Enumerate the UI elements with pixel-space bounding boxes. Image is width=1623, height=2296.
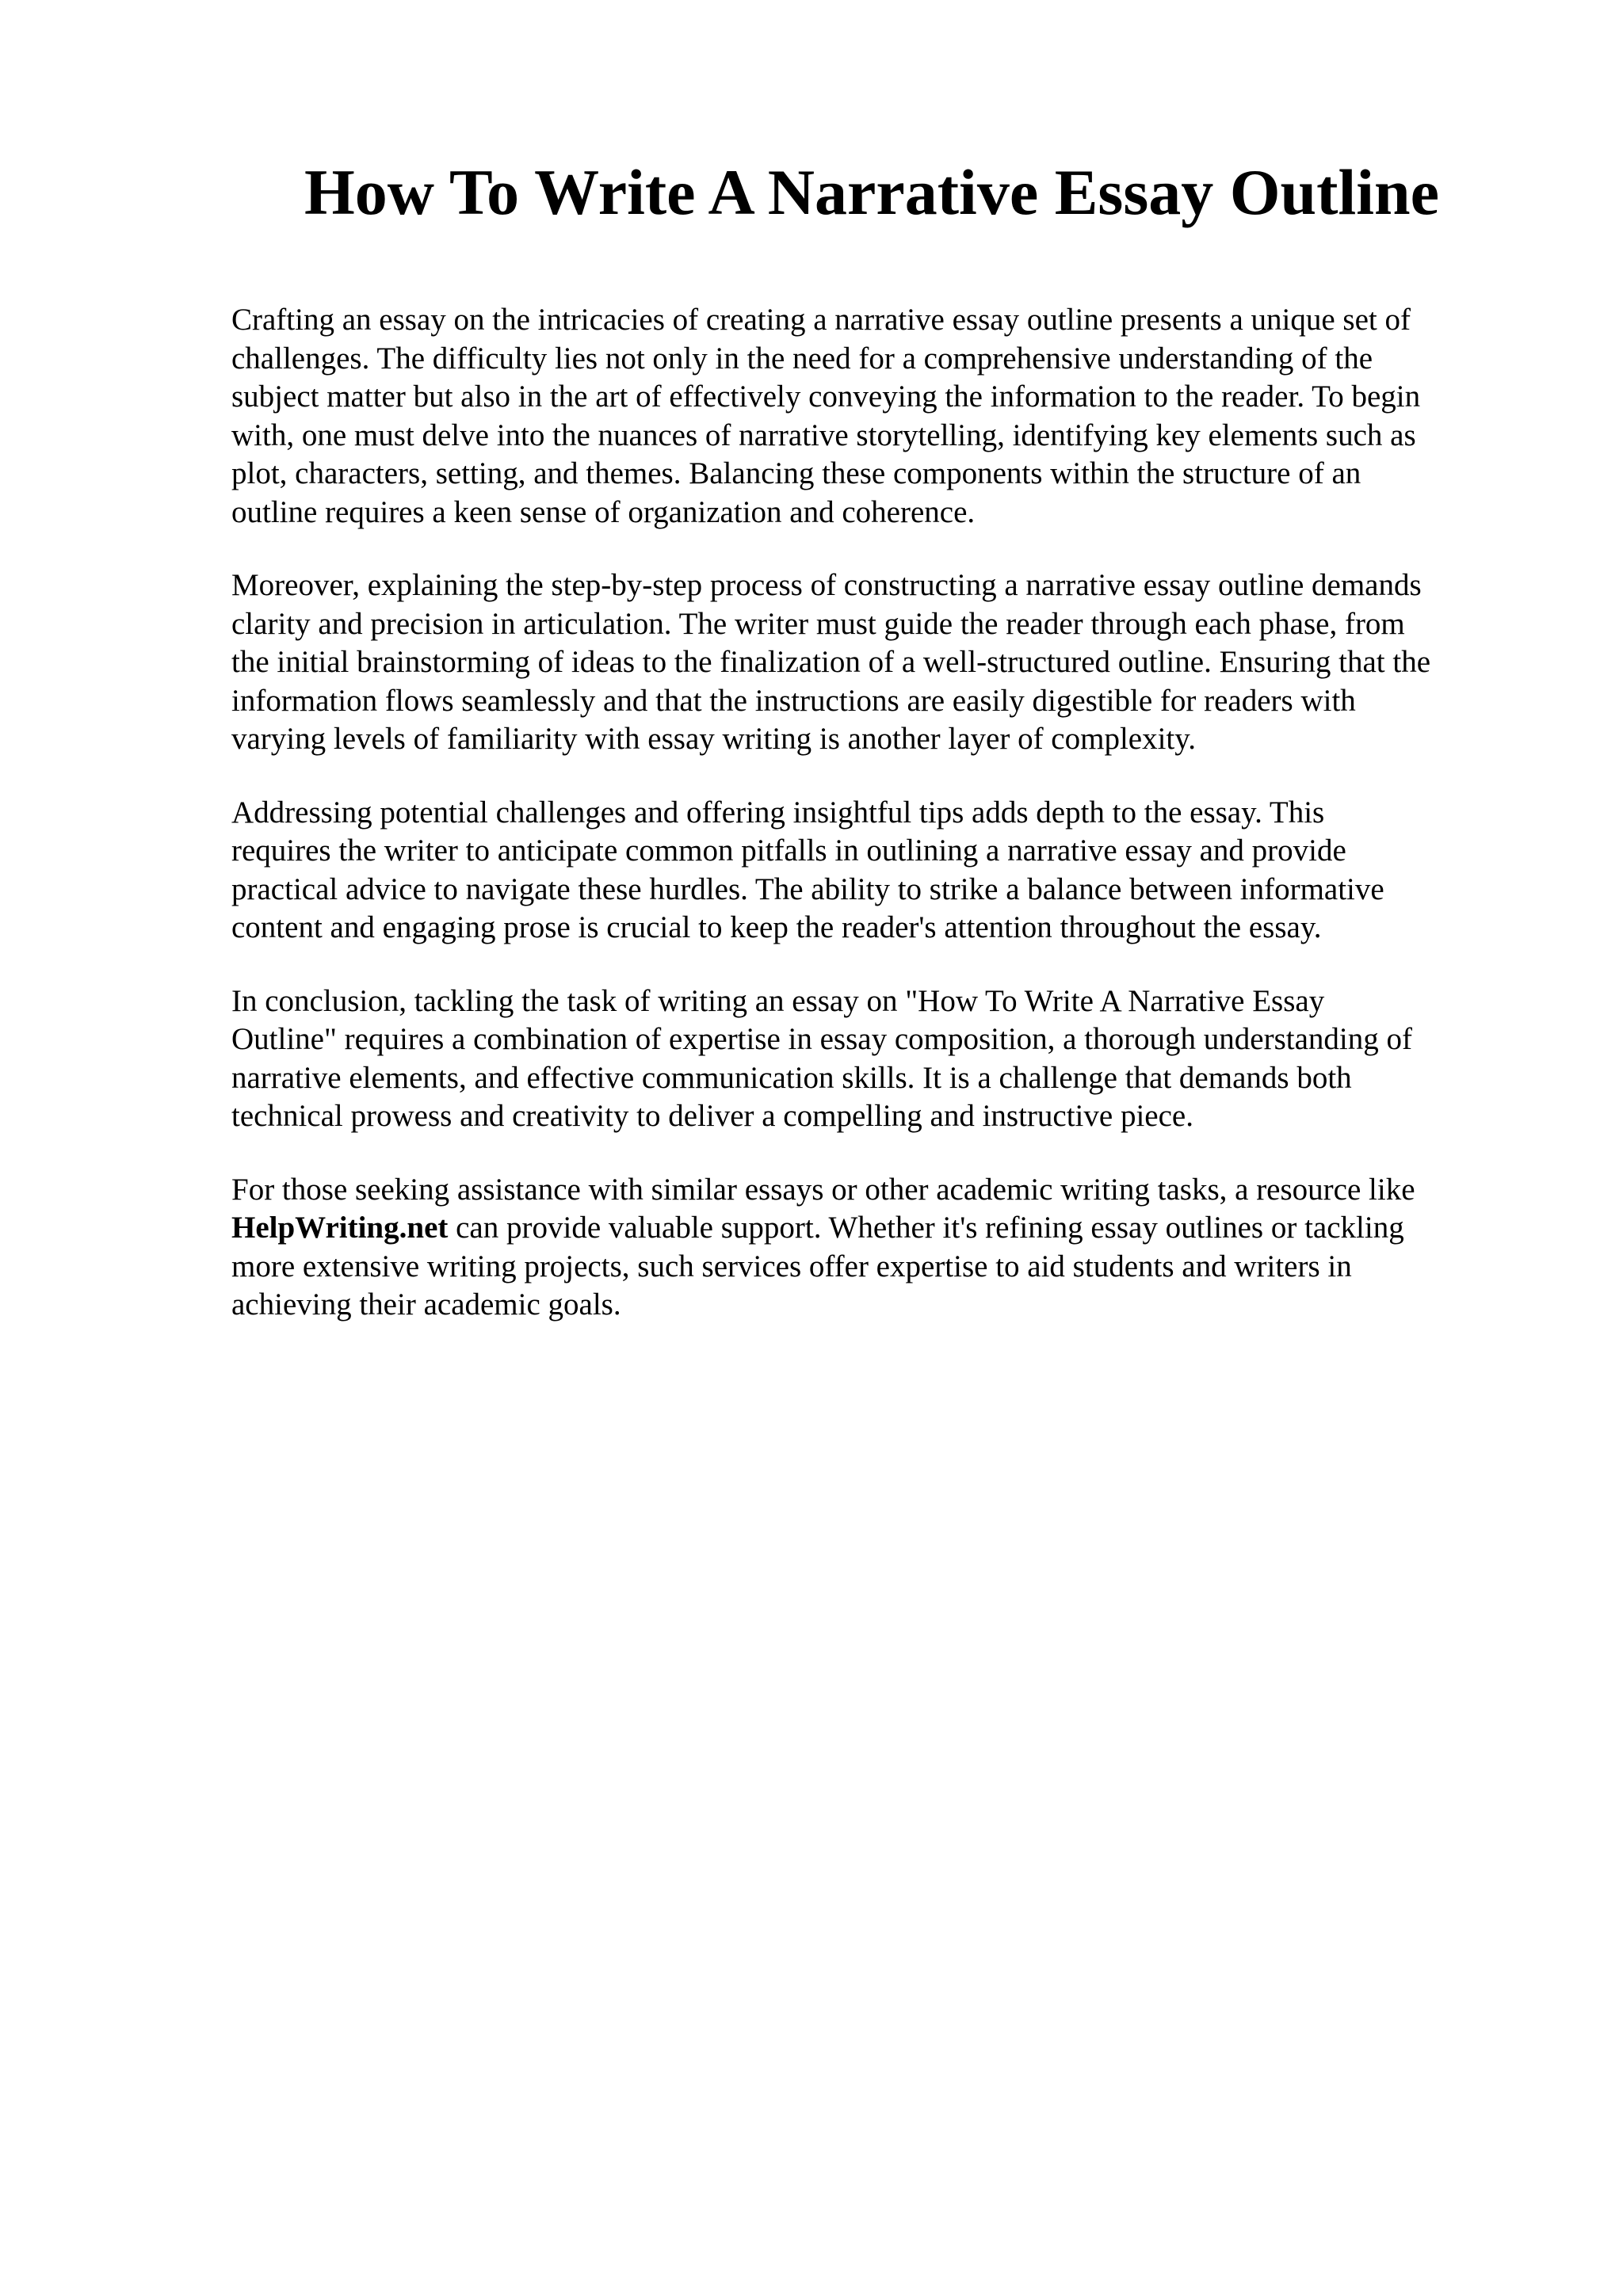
paragraph-line: Moreover, explaining the step-by-step process of constructing a narrative essay outline demands <box>231 568 1422 602</box>
paragraph-line: content and engaging prose is crucial to keep the reader's attention throughout the essay. <box>231 910 1322 944</box>
paragraph-line: For those seeking assistance with similar essays or other academic writing tasks, a resource like <box>231 1172 1415 1207</box>
paragraph-line: clarity and precision in articulation. The writer must guide the reader through each phase, from <box>231 606 1405 641</box>
paragraph-line: plot, characters, setting, and themes. Balancing these components within the structure of an <box>231 456 1361 490</box>
paragraph-line-with-brand <box>231 1209 1515 1248</box>
paragraph-line: technical prowess and creativity to deliver a compelling and instructive piece. <box>231 1099 1193 1133</box>
paragraph-1 <box>231 301 1515 532</box>
paragraph-line: In conclusion, tackling the task of writing an essay on "How To Write A Narrative Essay <box>231 983 1325 1018</box>
paragraph-line: achieving their academic goals. <box>231 1287 621 1322</box>
paragraph-4 <box>231 982 1515 1136</box>
paragraph-5 <box>231 1171 1515 1325</box>
helpwriting-link[interactable]: HelpWriting.net <box>231 1211 449 1245</box>
document-body <box>231 301 1515 1360</box>
paragraph-line: requires the writer to anticipate common pitfalls in outlining a narrative essay and provide <box>231 833 1346 868</box>
paragraph-line: more extensive writing projects, such services offer expertise to aid students and writers in <box>231 1249 1352 1283</box>
document-title: How To Write A Narrative Essay Outline <box>304 156 1440 228</box>
paragraph-line: the initial brainstorming of ideas to the finalization of a well-structured outline. Ensuring that the <box>231 645 1431 679</box>
paragraph-line: Addressing potential challenges and offering insightful tips adds depth to the essay. This <box>231 795 1325 830</box>
paragraph-line: varying levels of familiarity with essay writing is another layer of complexity. <box>231 722 1196 756</box>
paragraph-3 <box>231 794 1515 948</box>
paragraph-line: narrative elements, and effective communication skills. It is a challenge that demands both <box>231 1060 1352 1095</box>
paragraph-line: Crafting an essay on the intricacies of creating a narrative essay outline presents a unique set of <box>231 303 1411 337</box>
paragraph-line: outline requires a keen sense of organization and coherence. <box>231 494 976 529</box>
paragraph-line: with, one must delve into the nuances of narrative storytelling, identifying key elements such as <box>231 418 1416 452</box>
paragraph-line: subject matter but also in the art of effectively conveying the information to the reader. To begin <box>231 379 1421 414</box>
paragraph-line: information flows seamlessly and that the instructions are easily digestible for readers with <box>231 683 1356 718</box>
paragraph-line: practical advice to navigate these hurdles. The ability to strike a balance between informative <box>231 871 1384 906</box>
paragraph-line: challenges. The difficulty lies not only in the need for a comprehensive understanding of the <box>231 341 1373 376</box>
paragraph-line: Outline" requires a combination of expertise in essay composition, a thorough understanding of <box>231 1022 1412 1056</box>
paragraph-line-rest: can provide valuable support. Whether it's refining essay outlines or tackling <box>448 1211 1404 1245</box>
paragraph-2 <box>231 566 1515 759</box>
